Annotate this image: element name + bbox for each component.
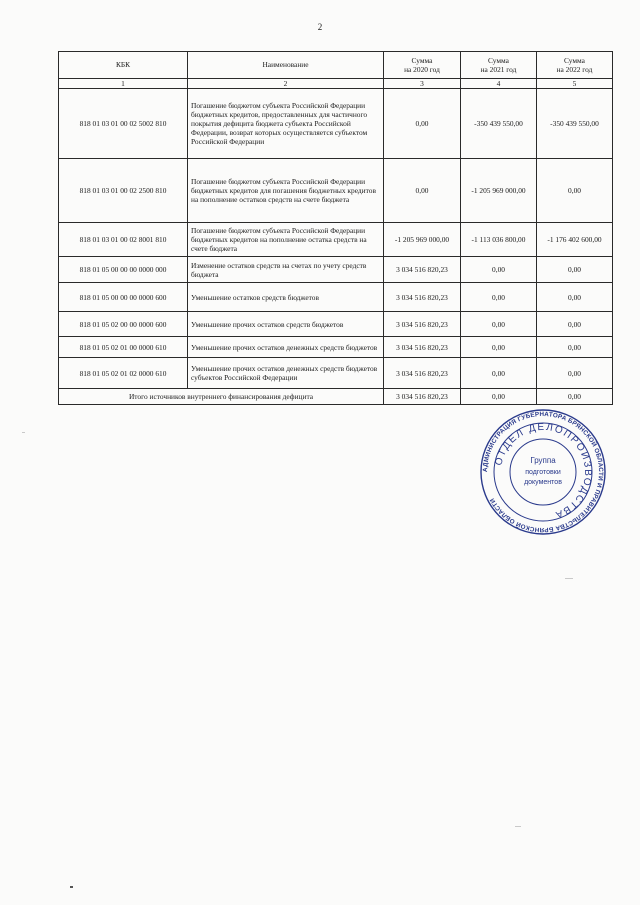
sum-2021: 0,00 [461,312,537,337]
sum-2020: 3 034 516 820,23 [384,312,461,337]
stamp-outer-text: АДМИНИСТРАЦИЯ ГУБЕРНАТОРА БРЯНСКОЙ ОБЛАСТИ И ПРАВИТЕЛЬСТВА БРЯНСКОЙ ОБЛАСТИ [481,410,605,534]
scan-mark [565,578,573,579]
table-row [59,337,613,358]
sources-of-financing-table [58,51,613,405]
table-row [59,312,613,337]
table-row [59,159,613,223]
item-name: Погашение бюджетом субъекта Российской Федерации бюджетных кредитов на пополнение остатка средств на счете бюджета [188,223,384,257]
header-name: Наименование [188,52,384,79]
department-stamp [479,408,607,536]
sum-2022: -350 439 550,00 [537,89,613,159]
item-name: Уменьшение остатков средств бюджетов [188,283,384,312]
kbk-code: 818 01 05 02 01 02 0000 610 [59,358,188,389]
sum-2022: 0,00 [537,257,613,283]
sum-2021: 0,00 [461,283,537,312]
header-sum-2022: Сумма на 2022 год [537,52,613,79]
stamp-inner-line-2: подготовки [525,469,561,476]
column-index: 5 [537,79,613,89]
item-name: Погашение бюджетом субъекта Российской Федерации бюджетных кредитов для погашения бюджетных кредитов на пополнение остатков средств на счете бюджета [188,159,384,223]
scan-mark [515,826,521,827]
page-number: 2 [317,22,323,32]
sum-2022: 0,00 [537,159,613,223]
item-name: Уменьшение прочих остатков средств бюджетов [188,312,384,337]
sum-2022: 0,00 [537,337,613,358]
sum-2021: 0,00 [461,358,537,389]
kbk-code: 818 01 05 00 00 00 0000 600 [59,283,188,312]
sum-2021: 0,00 [461,257,537,283]
table-header-row [59,52,613,79]
stamp-ring-text: ОТДЕЛ ДЕЛОПРОИЗВОДСТВА [493,421,594,521]
sum-2021: -350 439 550,00 [461,89,537,159]
column-index: 3 [384,79,461,89]
column-index: 1 [59,79,188,89]
sum-2020: 3 034 516 820,23 [384,337,461,358]
total-sum-2022: 0,00 [537,389,613,405]
kbk-code: 818 01 03 01 00 02 5002 810 [59,89,188,159]
scan-mark [22,432,25,433]
sum-2020: -1 205 969 000,00 [384,223,461,257]
total-sum-2020: 3 034 516 820,23 [384,389,461,405]
item-name: Погашение бюджетом субъекта Российской Федерации бюджетных кредитов, предоставленных для частичного покрытия дефицита бюджета субъекта Российской Федерации, возврат которых осуществляется субъектом Российской Федерации [188,89,384,159]
table-row [59,283,613,312]
kbk-code: 818 01 05 02 00 00 0000 600 [59,312,188,337]
total-sum-2021: 0,00 [461,389,537,405]
sum-2021: -1 113 036 800,00 [461,223,537,257]
total-row [59,389,613,405]
sum-2022: 0,00 [537,283,613,312]
stamp-inner-line-3: документов [524,479,562,486]
sum-2022: -1 176 402 600,00 [537,223,613,257]
sum-2021: 0,00 [461,337,537,358]
table-body [59,89,613,405]
sum-2020: 3 034 516 820,23 [384,358,461,389]
sum-2021: -1 205 969 000,00 [461,159,537,223]
kbk-code: 818 01 05 00 00 00 0000 000 [59,257,188,283]
sum-2020: 3 034 516 820,23 [384,257,461,283]
sum-2020: 0,00 [384,159,461,223]
kbk-code: 818 01 03 01 00 02 2500 810 [59,159,188,223]
scan-mark [70,886,73,888]
column-index: 2 [188,79,384,89]
header-sum-2020: Сумма на 2020 год [384,52,461,79]
kbk-code: 818 01 05 02 01 00 0000 610 [59,337,188,358]
header-kbk: КБК [59,52,188,79]
column-index-row [59,79,613,89]
sum-2020: 0,00 [384,89,461,159]
stamp-inner-line-1: Группа [530,456,556,465]
item-name: Уменьшение прочих остатков денежных средств бюджетов [188,337,384,358]
column-index: 4 [461,79,537,89]
sum-2022: 0,00 [537,312,613,337]
item-name: Изменение остатков средств на счетах по учету средств бюджета [188,257,384,283]
table-row [59,257,613,283]
table-row [59,223,613,257]
sum-2022: 0,00 [537,358,613,389]
table-row [59,358,613,389]
sum-2020: 3 034 516 820,23 [384,283,461,312]
total-label: Итого источников внутреннего финансирования дефицита [59,389,384,405]
kbk-code: 818 01 03 01 00 02 8001 810 [59,223,188,257]
table-row [59,89,613,159]
item-name: Уменьшение прочих остатков денежных средств бюджетов субъектов Российской Федерации [188,358,384,389]
header-sum-2021: Сумма на 2021 год [461,52,537,79]
